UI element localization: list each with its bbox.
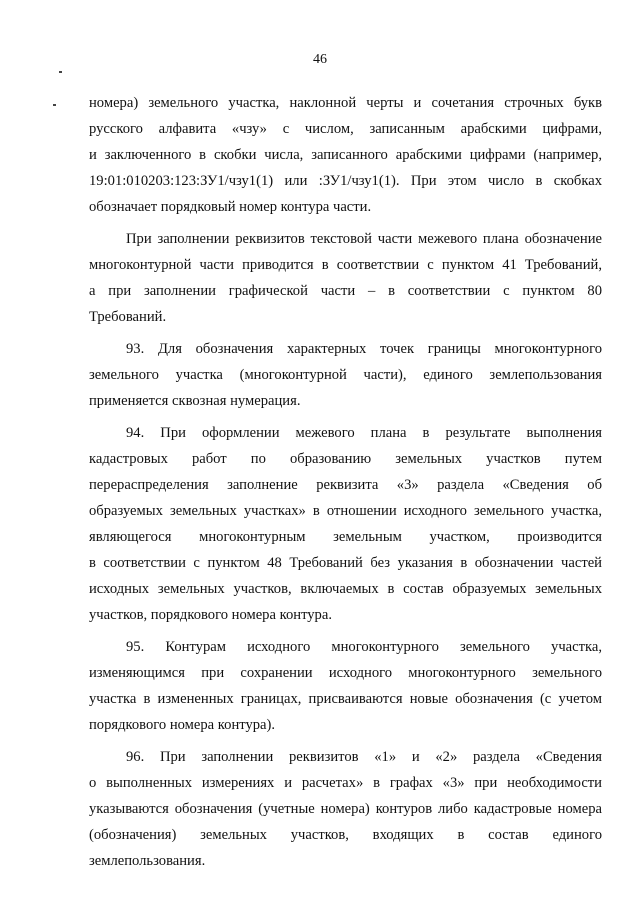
- text-line: 95. Контурам исходного многоконтурного земельного участка,: [126, 639, 602, 655]
- text-line: 94. При оформлении межевого плана в результате выполнения: [126, 425, 602, 441]
- text-line: в соответствии с пунктом 48 Требований без указания в обозначении частей: [89, 555, 602, 571]
- page-number: 46: [313, 52, 327, 67]
- text-line: перераспределения заполнение реквизита «3» раздела «Сведения об: [89, 477, 602, 493]
- text-line: многоконтурной части приводится в соответствии с пунктом 41 Требований,: [89, 257, 602, 273]
- text-line: земельного участка (многоконтурной части), единого землепользования: [89, 367, 602, 383]
- text-line: землепользования.: [89, 853, 206, 869]
- text-line: При заполнении реквизитов текстовой части межевого плана обозначение: [126, 231, 602, 247]
- text-line: 19:01:010203:123:ЗУ1/чзу1(1) или :ЗУ1/чзу1(1). При этом число в скобках: [89, 173, 602, 189]
- text-line: участка в измененных границах, присваиваются новые обозначения (с учетом: [89, 691, 602, 707]
- text-line: исходных земельных участков, включаемых в состав образуемых земельных: [89, 581, 602, 597]
- text-line: участков, порядкового номера контура.: [89, 607, 332, 623]
- text-line: применяется сквозная нумерация.: [89, 393, 301, 409]
- scan-mark: [59, 71, 62, 73]
- text-line: являющегося многоконтурным земельным участком, производится: [89, 529, 602, 545]
- text-line: а при заполнении графической части – в соответствии с пунктом 80: [89, 283, 602, 299]
- paragraph: [89, 634, 602, 738]
- scan-mark: [53, 104, 56, 106]
- text-line: русского алфавита «чзу» с числом, записанным арабскими цифрами,: [89, 121, 602, 137]
- text-line: обозначает порядковый номер контура части.: [89, 199, 372, 215]
- text-line: порядкового номера контура).: [89, 717, 276, 733]
- paragraph: [89, 420, 602, 628]
- text-line: (обозначения) земельных участков, входящих в состав единого: [89, 827, 602, 843]
- text-line: о выполненных измерениях и расчетах» в графах «3» при необходимости: [89, 775, 602, 791]
- paragraph: [89, 226, 602, 330]
- text-line: и заключенного в скобки числа, записанного арабскими цифрами (например,: [89, 147, 602, 163]
- text-line: изменяющимся при сохранении исходного многоконтурного земельного: [89, 665, 602, 681]
- text-line: номера) земельного участка, наклонной черты и сочетания строчных букв: [89, 95, 602, 111]
- text-line: Требований.: [89, 309, 167, 325]
- text-line: образуемых земельных участках» в отношении исходного земельного участка,: [89, 503, 602, 519]
- paragraph: [89, 744, 602, 874]
- text-line: 93. Для обозначения характерных точек границы многоконтурного: [126, 341, 602, 357]
- paragraph: [89, 336, 602, 414]
- paragraph: [89, 90, 602, 220]
- document-body: [89, 90, 602, 874]
- text-line: кадастровых работ по образованию земельных участков путем: [89, 451, 602, 467]
- text-line: указываются обозначения (учетные номера) контуров либо кадастровые номера: [89, 801, 602, 817]
- text-line: 96. При заполнении реквизитов «1» и «2» раздела «Сведения: [126, 749, 602, 765]
